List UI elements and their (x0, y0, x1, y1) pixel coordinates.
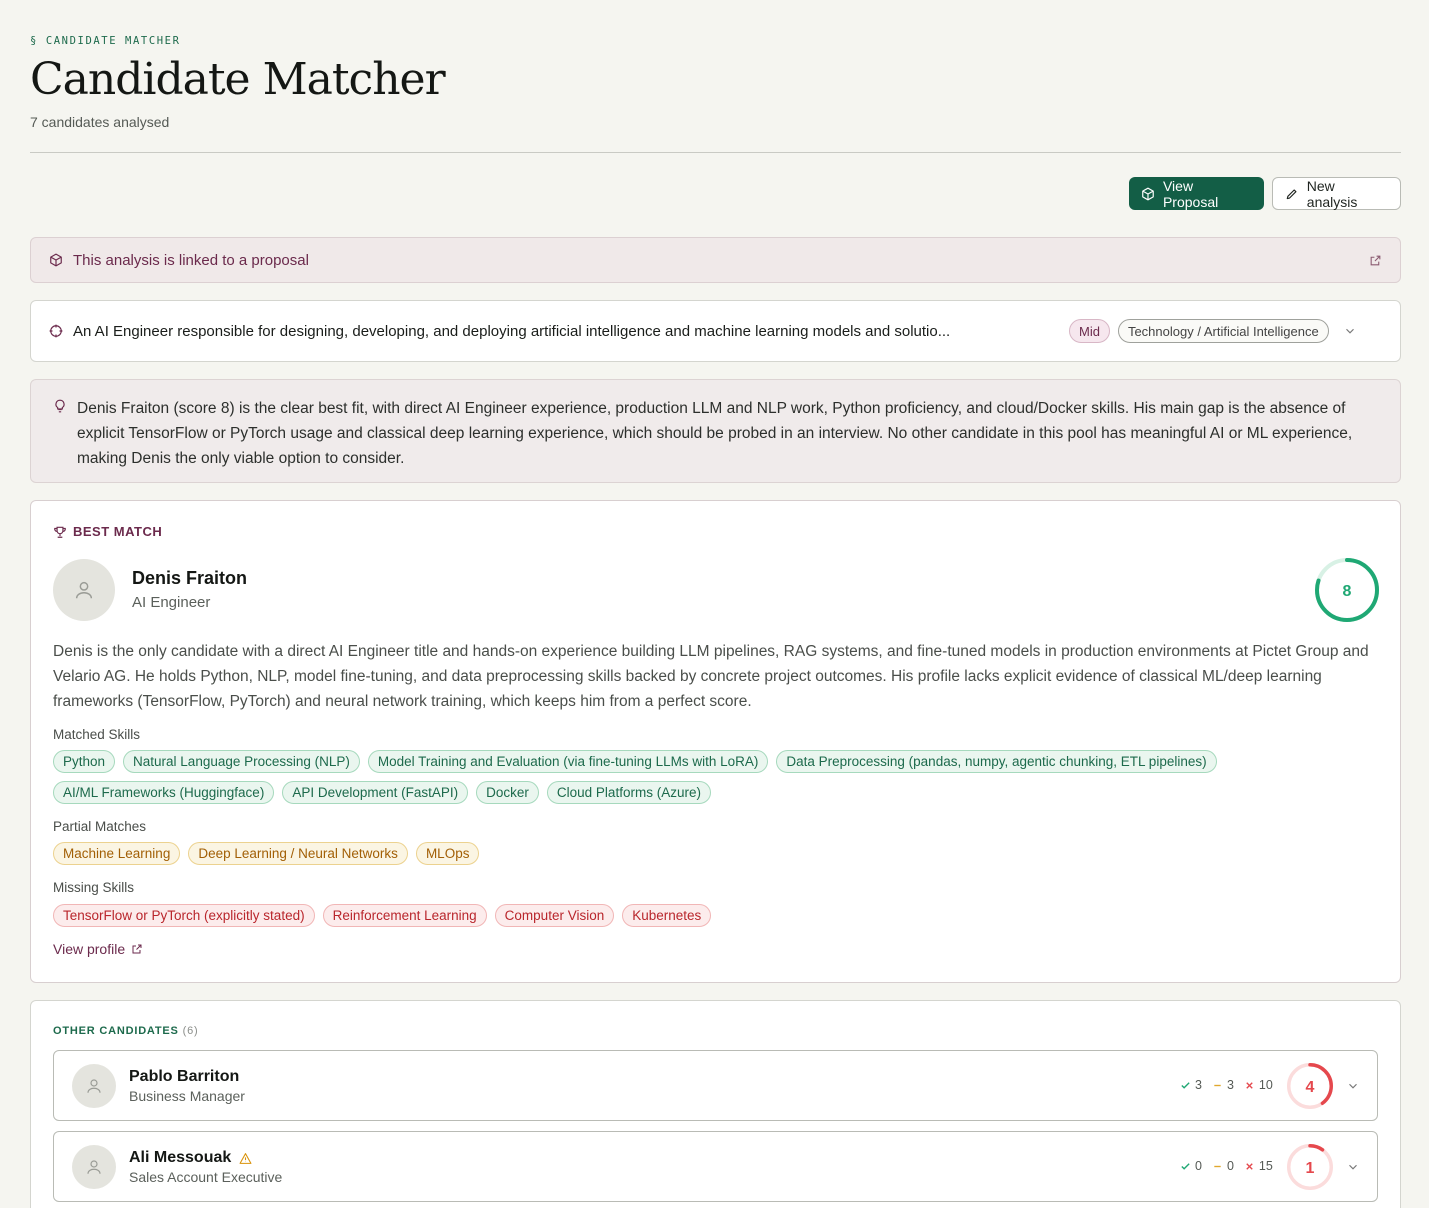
partial-matches-label: Partial Matches (53, 819, 147, 834)
partial-matches-list (53, 842, 1373, 865)
missing-count: 15 (1244, 1159, 1273, 1173)
summary-text: Denis Fraiton (score 8) is the clear best fit, with direct AI Engineer experience, production LLM and NLP work, Python proficiency, and cloud/Docker skills. His main gap is the absence of explicit TensorFlow or PyTorch usage and classical deep learning experience, which should be probed in an interview. No other candidate in this pool has meaningful AI or ML experience, making Denis the only viable option to consider. (77, 400, 1353, 467)
skill-stats (1180, 1078, 1273, 1092)
missing-count: 10 (1244, 1078, 1273, 1092)
best-match-card (30, 500, 1401, 983)
minus-icon (1212, 1080, 1223, 1091)
candidate-name: Denis Fraiton (132, 568, 248, 588)
user-icon (85, 1158, 103, 1176)
other-candidates-card (30, 1000, 1401, 1208)
avatar (72, 1145, 116, 1189)
partial-skill-chip: Machine Learning (53, 842, 180, 865)
user-icon (73, 579, 95, 601)
lightbulb-icon (53, 398, 67, 414)
matched-skill-chip: Docker (476, 781, 539, 804)
matched-skills-list (53, 750, 1373, 804)
job-description-text: An AI Engineer responsible for designing, developing, and deploying artificial intelligence and machine learning models and solutio... (73, 322, 951, 340)
analysis-summary (30, 379, 1401, 483)
matched-skill-chip: API Development (FastAPI) (282, 781, 468, 804)
matched-skill-chip: Natural Language Processing (NLP) (123, 750, 360, 773)
candidate-role: AI Engineer (132, 594, 211, 611)
avatar (53, 559, 115, 621)
score-value: 8 (1342, 582, 1352, 600)
industry-badge: Technology / Artificial Intelligence (1118, 319, 1329, 343)
job-description-bar[interactable] (30, 300, 1401, 362)
minus-icon (1212, 1161, 1223, 1172)
other-candidates-label: OTHER CANDIDATES (6) (53, 1025, 199, 1037)
external-link-icon (131, 943, 143, 955)
missing-skill-chip: TensorFlow or PyTorch (explicitly stated) (53, 904, 315, 927)
partial-count: 3 (1212, 1078, 1234, 1092)
divider (30, 152, 1401, 153)
page-title: Candidate Matcher (30, 54, 445, 105)
matched-skill-chip: Model Training and Evaluation (via fine-tuning LLMs with LoRA) (368, 750, 768, 773)
score-ring (1287, 1144, 1333, 1190)
check-icon (1180, 1080, 1191, 1091)
matched-count: 0 (1180, 1159, 1202, 1173)
matched-skills-label: Matched Skills (53, 727, 141, 742)
best-match-label: BEST MATCH (53, 524, 162, 539)
proposal-link-text: This analysis is linked to a proposal (73, 251, 309, 269)
candidate-name: Ali Messouak (129, 1149, 252, 1167)
seniority-badge: Mid (1069, 319, 1110, 343)
score-ring (1315, 558, 1379, 622)
missing-skills-list (53, 904, 1373, 927)
check-icon (1180, 1161, 1191, 1172)
partial-skill-chip: MLOps (416, 842, 480, 865)
page-eyebrow: § CANDIDATE MATCHER (30, 35, 181, 47)
warning-icon (239, 1152, 252, 1165)
candidate-description: Denis is the only candidate with a direct AI Engineer title and hands-on experience building LLM pipelines, RAG systems, and fine-tuned models in production environments at Pictet Group and Velario AG. He holds Python, NLP, model fine-tuning, and data preprocessing skills backed by concrete project outcomes. His profile lacks explicit evidence of classical ML/deep learning frameworks (TensorFlow, PyTorch) and neural network training, which keeps him from a perfect score. (53, 643, 1369, 710)
missing-skill-chip: Computer Vision (495, 904, 615, 927)
new-analysis-label: New analysis (1306, 177, 1358, 210)
view-proposal-label: View Proposal (1162, 177, 1219, 210)
proposal-link-banner[interactable] (30, 237, 1401, 283)
other-candidates-count: (6) (182, 1025, 199, 1037)
target-icon (49, 324, 63, 338)
matched-skill-chip: Data Preprocessing (pandas, numpy, agentic chunking, ETL pipelines) (776, 750, 1216, 773)
candidate-name: Pablo Barriton (129, 1068, 240, 1085)
x-icon (1244, 1161, 1255, 1172)
matched-skill-chip: AI/ML Frameworks (Huggingface) (53, 781, 274, 804)
score-value: 1 (1305, 1159, 1315, 1177)
candidate-role: Business Manager (129, 1088, 245, 1104)
new-analysis-button[interactable] (1272, 177, 1401, 210)
score-ring (1287, 1063, 1333, 1109)
view-profile-link[interactable]: View profile (53, 941, 143, 957)
trophy-icon (53, 525, 67, 539)
candidate-row[interactable] (53, 1131, 1378, 1202)
view-proposal-button[interactable] (1129, 177, 1264, 210)
partial-count: 0 (1212, 1159, 1234, 1173)
chevron-down-icon[interactable] (1346, 1160, 1360, 1174)
avatar (72, 1064, 116, 1108)
partial-skill-chip: Deep Learning / Neural Networks (188, 842, 408, 865)
missing-skills-label: Missing Skills (53, 880, 135, 895)
chevron-down-icon[interactable] (1346, 1079, 1360, 1093)
candidate-role: Sales Account Executive (129, 1169, 283, 1185)
box-icon (49, 253, 63, 267)
matched-skill-chip: Python (53, 750, 115, 773)
user-icon (85, 1077, 103, 1095)
missing-skill-chip: Reinforcement Learning (323, 904, 487, 927)
external-link-icon[interactable] (1369, 254, 1382, 267)
score-value: 4 (1305, 1078, 1315, 1096)
x-icon (1244, 1080, 1255, 1091)
missing-skill-chip: Kubernetes (622, 904, 711, 927)
box-icon (1141, 187, 1155, 201)
candidates-count: 7 candidates analysed (30, 114, 170, 130)
candidate-row[interactable] (53, 1050, 1378, 1121)
chevron-down-icon[interactable] (1343, 324, 1357, 338)
pencil-icon (1285, 187, 1299, 201)
matched-count: 3 (1180, 1078, 1202, 1092)
skill-stats (1180, 1159, 1273, 1173)
matched-skill-chip: Cloud Platforms (Azure) (547, 781, 711, 804)
